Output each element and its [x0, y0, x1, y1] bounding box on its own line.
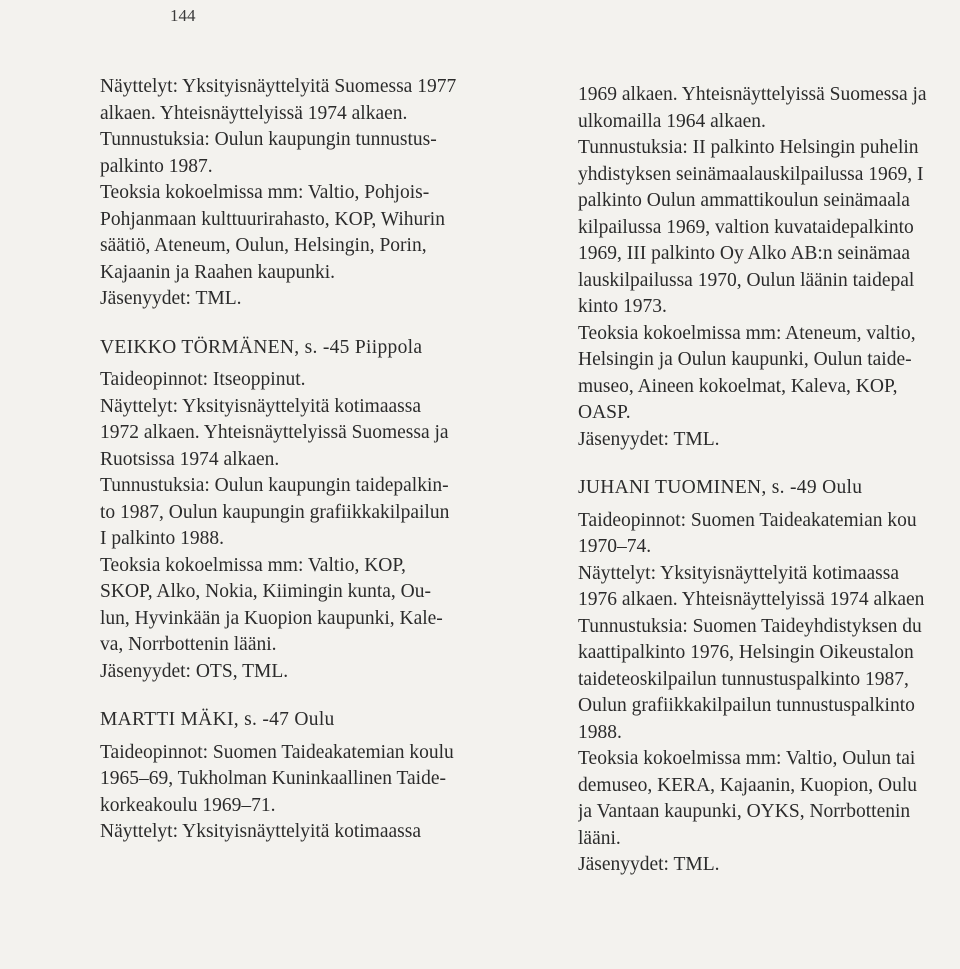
text-line: Tunnustuksia: Oulun kaupungin tunnustus-	[100, 129, 437, 150]
text-line: 1965–69, Tukholman Kuninkaallinen Taide-	[100, 768, 447, 789]
artist-heading: JUHANI TUOMINEN, s. -49 Oulu	[578, 477, 863, 498]
text-line: Näyttelyt: Yksityisnäyttelyitä kotimaassa	[578, 562, 899, 584]
text-line: I palkinto 1988.	[100, 528, 225, 549]
right-column	[578, 82, 960, 879]
paragraph-gap	[100, 685, 520, 707]
text-line: ulkomailla 1964 alkaen.	[578, 110, 766, 132]
text-line: ja Vantaan kaupunki, OYKS, Norrbottenin	[578, 801, 911, 822]
text-line: Teoksia kokoelmissa mm: Valtio, KOP,	[100, 554, 406, 576]
text-line: va, Norrbottenin lääni.	[100, 634, 277, 655]
text-line: 1969 alkaen. Yhteisnäyttelyissä Suomessa ja	[578, 84, 927, 105]
text-line: lääni.	[578, 827, 621, 849]
paragraph-gap	[578, 453, 960, 475]
text-line: Tunnustuksia: Suomen Taideyhdistyksen du	[578, 615, 922, 637]
artist-heading: MARTTI MÄKI, s. -47 Oulu	[100, 709, 335, 730]
text-line: palkinto 1987.	[100, 155, 213, 177]
left-column	[100, 74, 520, 846]
text-line: kinto 1973.	[578, 296, 667, 317]
text-line: alkaen. Yhteisnäyttelyissä 1974 alkaen.	[100, 102, 408, 124]
text-line: 1970–74.	[578, 536, 652, 557]
text-line: Ruotsissa 1974 alkaen.	[100, 448, 280, 470]
page-number: 144	[170, 6, 196, 25]
text-line: SKOP, Alko, Nokia, Kiimingin kunta, Ou-	[100, 581, 431, 602]
text-line: demuseo, KERA, Kajaanin, Kuopion, Oulu	[578, 774, 918, 796]
text-line: to 1987, Oulun kaupungin grafiikkakilpailun	[100, 501, 450, 523]
text-line: Jäsenyydet: TML.	[578, 428, 720, 450]
text-line: Pohjanmaan kulttuurirahasto, KOP, Wihurin	[100, 208, 445, 230]
text-line: Teoksia kokoelmissa mm: Valtio, Pohjois-	[100, 182, 430, 203]
text-line: Oulun grafiikkakilpailun tunnustuspalkinto	[578, 695, 915, 716]
text-line: Taideopinnot: Suomen Taideakatemian kou	[578, 509, 917, 531]
text-line: museo, Aineen kokoelmat, Kaleva, KOP,	[578, 375, 898, 397]
text-line: 1976 alkaen. Yhteisnäyttelyissä 1974 alkaen	[578, 589, 925, 610]
text-line: yhdistyksen seinämaalauskilpailussa 1969, I	[578, 163, 924, 185]
text-line: Taideopinnot: Suomen Taideakatemian koulu	[100, 741, 454, 763]
text-line: säätiö, Ateneum, Oulun, Helsingin, Porin,	[100, 235, 427, 256]
text-line: Helsingin ja Oulun kaupunki, Oulun taide-	[578, 349, 912, 370]
text-line: Teoksia kokoelmissa mm: Ateneum, valtio,	[578, 322, 916, 344]
text-line: kaattipalkinto 1976, Helsingin Oikeustalon	[578, 642, 914, 663]
artist-heading: VEIKKO TÖRMÄNEN, s. -45 Piippola	[100, 336, 423, 358]
text-line: Jäsenyydet: TML.	[578, 854, 720, 875]
text-line: Teoksia kokoelmissa mm: Valtio, Oulun tai	[578, 748, 916, 769]
text-line: 1972 alkaen. Yhteisnäyttelyissä Suomessa ja	[100, 422, 449, 443]
text-line: Tunnustuksia: Oulun kaupungin taidepalkin-	[100, 475, 449, 496]
text-line: taideteoskilpailun tunnustuspalkinto 1987,	[578, 668, 909, 690]
text-line: OASP.	[578, 402, 631, 423]
text-line: lauskilpailussa 1970, Oulun läänin taidepal	[578, 269, 915, 291]
paragraph-gap	[100, 313, 520, 335]
text-line: palkinto Oulun ammattikoulun seinämaala	[578, 190, 910, 211]
text-line: Näyttelyt: Yksityisnäyttelyitä kotimaassa	[100, 821, 421, 842]
text-line: korkeakoulu 1969–71.	[100, 794, 276, 816]
text-line: 1969, III palkinto Oy Alko AB:n seinämaa	[578, 243, 910, 264]
text-line: 1988.	[578, 721, 622, 743]
text-line: Jäsenyydet: OTS, TML.	[100, 660, 289, 682]
text-line: Näyttelyt: Yksityisnäyttelyitä kotimaassa	[100, 395, 421, 417]
text-line: Taideopinnot: Itseoppinut.	[100, 369, 306, 390]
text-line: Näyttelyt: Yksityisnäyttelyitä Suomessa 1977	[100, 76, 457, 97]
text-line: Jäsenyydet: TML.	[100, 288, 242, 309]
text-line: Kajaanin ja Raahen kaupunki.	[100, 261, 335, 283]
text-line: kilpailussa 1969, valtion kuvataidepalkinto	[578, 216, 914, 238]
text-line: Tunnustuksia: II palkinto Helsingin puhelin	[578, 137, 919, 158]
text-line: lun, Hyvinkään ja Kuopion kaupunki, Kale-	[100, 607, 443, 629]
